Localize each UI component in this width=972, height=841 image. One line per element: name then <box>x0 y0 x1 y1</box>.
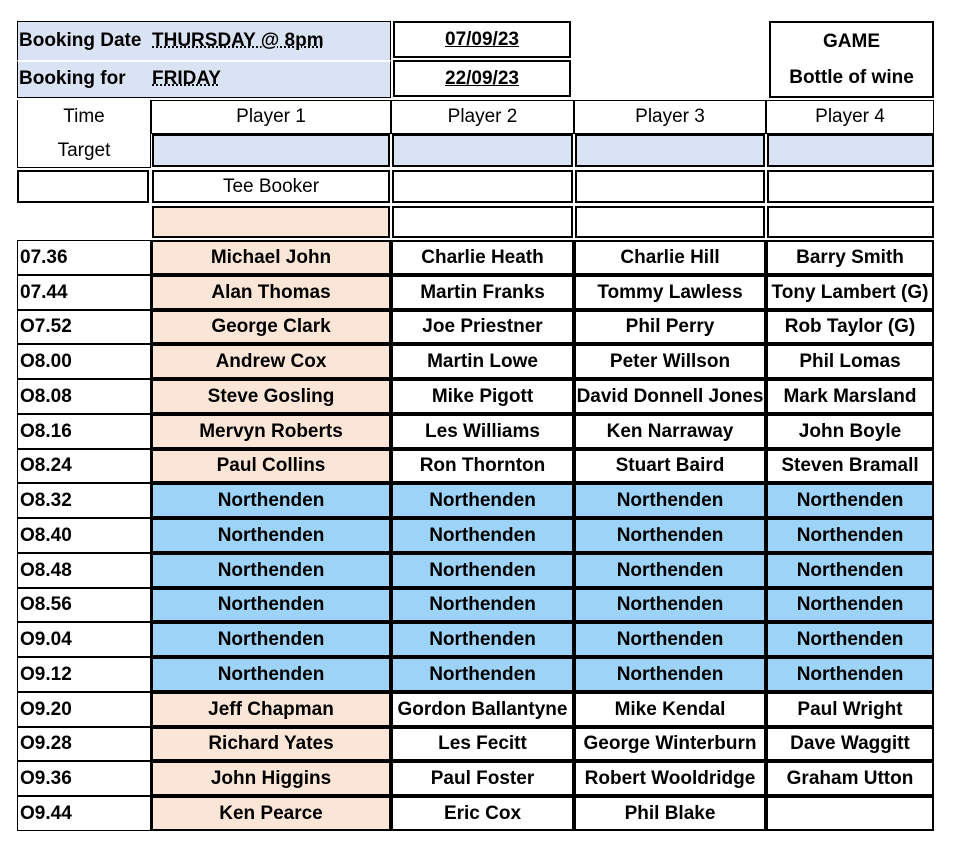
player-cell[interactable]: Gordon Ballantyne <box>391 692 574 727</box>
tee-booker-p2[interactable] <box>392 170 573 203</box>
player-cell[interactable]: George Winterburn <box>574 727 766 761</box>
player-cell[interactable]: Steven Bramall <box>766 449 934 483</box>
tee-time-cell: O8.56 <box>17 588 151 622</box>
player-cell[interactable]: Northenden <box>766 553 934 588</box>
player-cell[interactable]: Northenden <box>574 518 766 553</box>
tee-time-cell: O8.08 <box>17 379 151 414</box>
player-cell[interactable]: Northenden <box>766 657 934 692</box>
player-cell[interactable]: Tony Lambert (G) <box>766 275 934 310</box>
player-cell[interactable]: Barry Smith <box>766 240 934 275</box>
player-cell[interactable]: Northenden <box>151 483 391 518</box>
tee-time-cell: O9.36 <box>17 761 151 796</box>
player-cell[interactable]: Mike Pigott <box>391 379 574 414</box>
player-cell[interactable]: Martin Franks <box>391 275 574 310</box>
player-cell[interactable]: Charlie Heath <box>391 240 574 275</box>
player-cell[interactable]: Jeff Chapman <box>151 692 391 727</box>
player-cell[interactable]: Ken Pearce <box>151 796 391 831</box>
player-cell[interactable]: Ken Narraway <box>574 414 766 449</box>
blank-player4[interactable] <box>767 206 934 238</box>
player-cell[interactable]: Alan Thomas <box>151 275 391 310</box>
target-player1[interactable] <box>152 134 390 167</box>
player-cell[interactable]: Northenden <box>574 483 766 518</box>
target-header: Target <box>57 140 111 161</box>
player-cell[interactable]: Northenden <box>391 657 574 692</box>
player-cell[interactable]: Northenden <box>766 483 934 518</box>
player-cell[interactable]: Northenden <box>574 553 766 588</box>
player-cell[interactable]: Northenden <box>766 622 934 657</box>
booking-for-day: FRIDAY <box>152 68 221 89</box>
player-cell[interactable]: Dave Waggitt <box>766 727 934 761</box>
player-cell[interactable]: Northenden <box>574 588 766 622</box>
player-cell[interactable]: Northenden <box>766 518 934 553</box>
player-cell[interactable]: Andrew Cox <box>151 344 391 379</box>
player-cell[interactable]: Mike Kendal <box>574 692 766 727</box>
tee-time-cell: O8.24 <box>17 449 151 483</box>
booking-for-date: 22/09/23 <box>393 60 571 97</box>
booking-date: 07/09/23 <box>393 21 571 58</box>
player-cell[interactable]: George Clark <box>151 310 391 344</box>
player-cell[interactable]: Northenden <box>391 553 574 588</box>
booking-date-day: THURSDAY @ 8pm <box>152 29 324 51</box>
player-cell[interactable]: Northenden <box>391 622 574 657</box>
player-cell[interactable]: Michael John <box>151 240 391 275</box>
player-cell[interactable]: Les Fecitt <box>391 727 574 761</box>
player-cell[interactable]: David Donnell Jones <box>574 379 766 414</box>
player1-header: Player 1 <box>151 100 391 134</box>
player-cell[interactable]: Martin Lowe <box>391 344 574 379</box>
tee-booker-p4[interactable] <box>767 170 934 203</box>
player-cell[interactable]: Rob Taylor (G) <box>766 310 934 344</box>
player-cell[interactable]: Northenden <box>391 518 574 553</box>
player-cell[interactable]: Peter Willson <box>574 344 766 379</box>
player-cell[interactable]: Northenden <box>151 518 391 553</box>
tee-time-cell: O9.28 <box>17 727 151 761</box>
tee-time-cell: 07.36 <box>17 240 151 275</box>
player-cell[interactable]: Northenden <box>391 588 574 622</box>
time-header: Time <box>63 106 105 127</box>
player-cell[interactable]: Robert Wooldridge <box>574 761 766 796</box>
player-cell[interactable]: Northenden <box>766 588 934 622</box>
player-cell[interactable]: Mark Marsland <box>766 379 934 414</box>
target-player4[interactable] <box>767 134 934 167</box>
player-cell[interactable]: Northenden <box>151 588 391 622</box>
tee-booker-time[interactable] <box>17 170 149 203</box>
player-cell[interactable]: Steve Gosling <box>151 379 391 414</box>
player-cell[interactable]: Paul Foster <box>391 761 574 796</box>
game-value: Bottle of wine <box>769 60 934 98</box>
target-player3[interactable] <box>575 134 765 167</box>
tee-time-cell: O8.00 <box>17 344 151 379</box>
tee-time-cell: O9.20 <box>17 692 151 727</box>
player-cell[interactable]: Tommy Lawless <box>574 275 766 310</box>
player-cell[interactable]: Eric Cox <box>391 796 574 831</box>
tee-time-cell: O9.44 <box>17 796 151 831</box>
player4-header: Player 4 <box>766 100 934 134</box>
blank-player2[interactable] <box>392 206 573 238</box>
player-cell[interactable]: John Boyle <box>766 414 934 449</box>
tee-time-cell: O9.04 <box>17 622 151 657</box>
player-cell[interactable]: Charlie Hill <box>574 240 766 275</box>
blank-player3[interactable] <box>575 206 765 238</box>
booking-for-label: Booking for <box>19 68 126 89</box>
player2-header: Player 2 <box>391 100 574 134</box>
player-cell[interactable]: Northenden <box>391 483 574 518</box>
blank-player1[interactable] <box>152 206 390 238</box>
player-cell[interactable]: Mervyn Roberts <box>151 414 391 449</box>
tee-booker-label: Tee Booker <box>152 170 390 203</box>
target-player2[interactable] <box>392 134 573 167</box>
game-label: GAME <box>769 21 934 60</box>
player-cell[interactable]: Joe Priestner <box>391 310 574 344</box>
player-cell[interactable]: Phil Blake <box>574 796 766 831</box>
player-cell[interactable] <box>766 796 934 831</box>
player-cell[interactable]: Les Williams <box>391 414 574 449</box>
player-cell[interactable]: Northenden <box>151 622 391 657</box>
player-cell[interactable]: John Higgins <box>151 761 391 796</box>
player3-header: Player 3 <box>574 100 766 134</box>
player-cell[interactable]: Stuart Baird <box>574 449 766 483</box>
tee-time-cell: O9.12 <box>17 657 151 692</box>
player-cell[interactable]: Paul Collins <box>151 449 391 483</box>
tee-time-cell: O8.32 <box>17 483 151 518</box>
player-cell[interactable]: Northenden <box>574 622 766 657</box>
tee-booker-p3[interactable] <box>575 170 765 203</box>
player-cell[interactable]: Paul Wright <box>766 692 934 727</box>
tee-time-cell: O8.16 <box>17 414 151 449</box>
player-cell[interactable]: Ron Thornton <box>391 449 574 483</box>
booking-date-label: Booking Date <box>19 29 142 51</box>
player-cell[interactable]: Phil Lomas <box>766 344 934 379</box>
player-cell[interactable]: Graham Utton <box>766 761 934 796</box>
player-cell[interactable]: Northenden <box>151 657 391 692</box>
tee-time-cell: O8.40 <box>17 518 151 553</box>
player-cell[interactable]: Phil Perry <box>574 310 766 344</box>
tee-time-cell: O8.48 <box>17 553 151 588</box>
player-cell[interactable]: Richard Yates <box>151 727 391 761</box>
player-cell[interactable]: Northenden <box>574 657 766 692</box>
tee-time-cell: 07.44 <box>17 275 151 310</box>
tee-time-cell: O7.52 <box>17 310 151 344</box>
player-cell[interactable]: Northenden <box>151 553 391 588</box>
